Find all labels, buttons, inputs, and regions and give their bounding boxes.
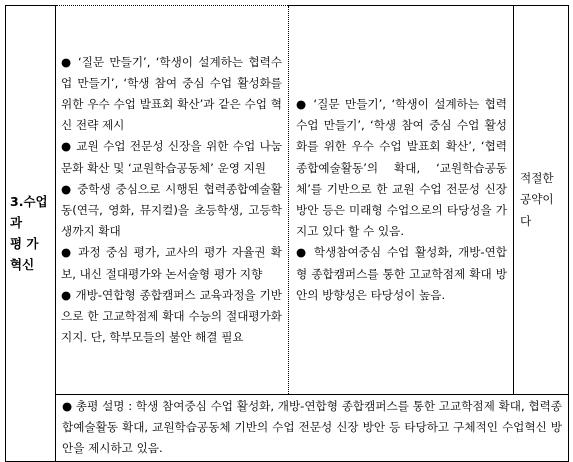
pledge-item: ● 중학생 중심으로 시행된 협력종합예술활동(연극, 영화, 뮤지컬)을 초등학생, 고등학생까지 확대 <box>61 181 282 239</box>
summary-text: ● 총평 설명 : 학생 참여중심 수업 활성화, 개방-연합형 종합캠퍼스를 통한 고교학점제 확대, 협력종합예술활동 확대, 교원학습공동체 기반의 수업 전문성 신장 방안 등 타당하고 구체적인 수업혁신 방안을 제시하고 있음. <box>62 399 562 456</box>
evaluation-table-frame <box>5 5 568 456</box>
category-cell <box>6 6 56 462</box>
assessment-item: ● ‘질문 만들기’, ‘학생이 설계하는 협력수업 만들기’, ‘학생 참여 중심 수업 활성화를 위한 우수 수업 발표회 확산’, ‘협력종합예술활동’의 확대, ‘교원학습공동체’를 기반으로 한 교원 수업 전문성 신장 방안 등은 미래형 수업으로의 타당성을 가지고 있다 할 수 있음. <box>296 96 507 239</box>
pledge-item: ● 개방-연합형 종합캠퍼스 교육과정을 기반으로 한 고교학점제 확대 수능의 절대평가화 지지. 단, 학부모들의 불안 해결 필요 <box>61 287 282 345</box>
verdict-cell <box>514 6 569 395</box>
pledge-item: ● 과정 중심 평가, 교사의 평가 자율권 확보, 내신 절대평가와 논서술형 평가 지향 <box>61 245 282 281</box>
summary-cell <box>56 395 569 462</box>
category-line: 과 <box>10 215 23 231</box>
verdict-text: 적절한 공약이다 <box>520 171 554 228</box>
category-line: 혁신 <box>10 257 35 273</box>
category-line: 3.수업 <box>10 194 48 210</box>
pledge-item: ● ‘질문 만들기’, ‘학생이 설계하는 협력수업 만들기’, ‘학생 참여 중심 수업 활성화를 위한 우수 수업 발표회 확산’과 같은 수업 혁신 전략 제시 <box>61 54 282 133</box>
pledge-item: ● 교원 수업 전문성 신장을 위한 수업 나눔 문화 확산 및 ‘교원학습공동체’ 운영 지원 <box>61 139 282 175</box>
assessment-item: ● 학생참여중심 수업 활성화, 개방-연합형 종합캠퍼스를 통한 고교학점제 확대 방안의 방향성은 타당성이 높음. <box>296 245 507 302</box>
evaluation-table <box>5 5 569 462</box>
assessment-content-cell <box>289 6 514 395</box>
category-line: 평 가 <box>10 236 39 252</box>
pledge-content-cell <box>56 6 289 395</box>
